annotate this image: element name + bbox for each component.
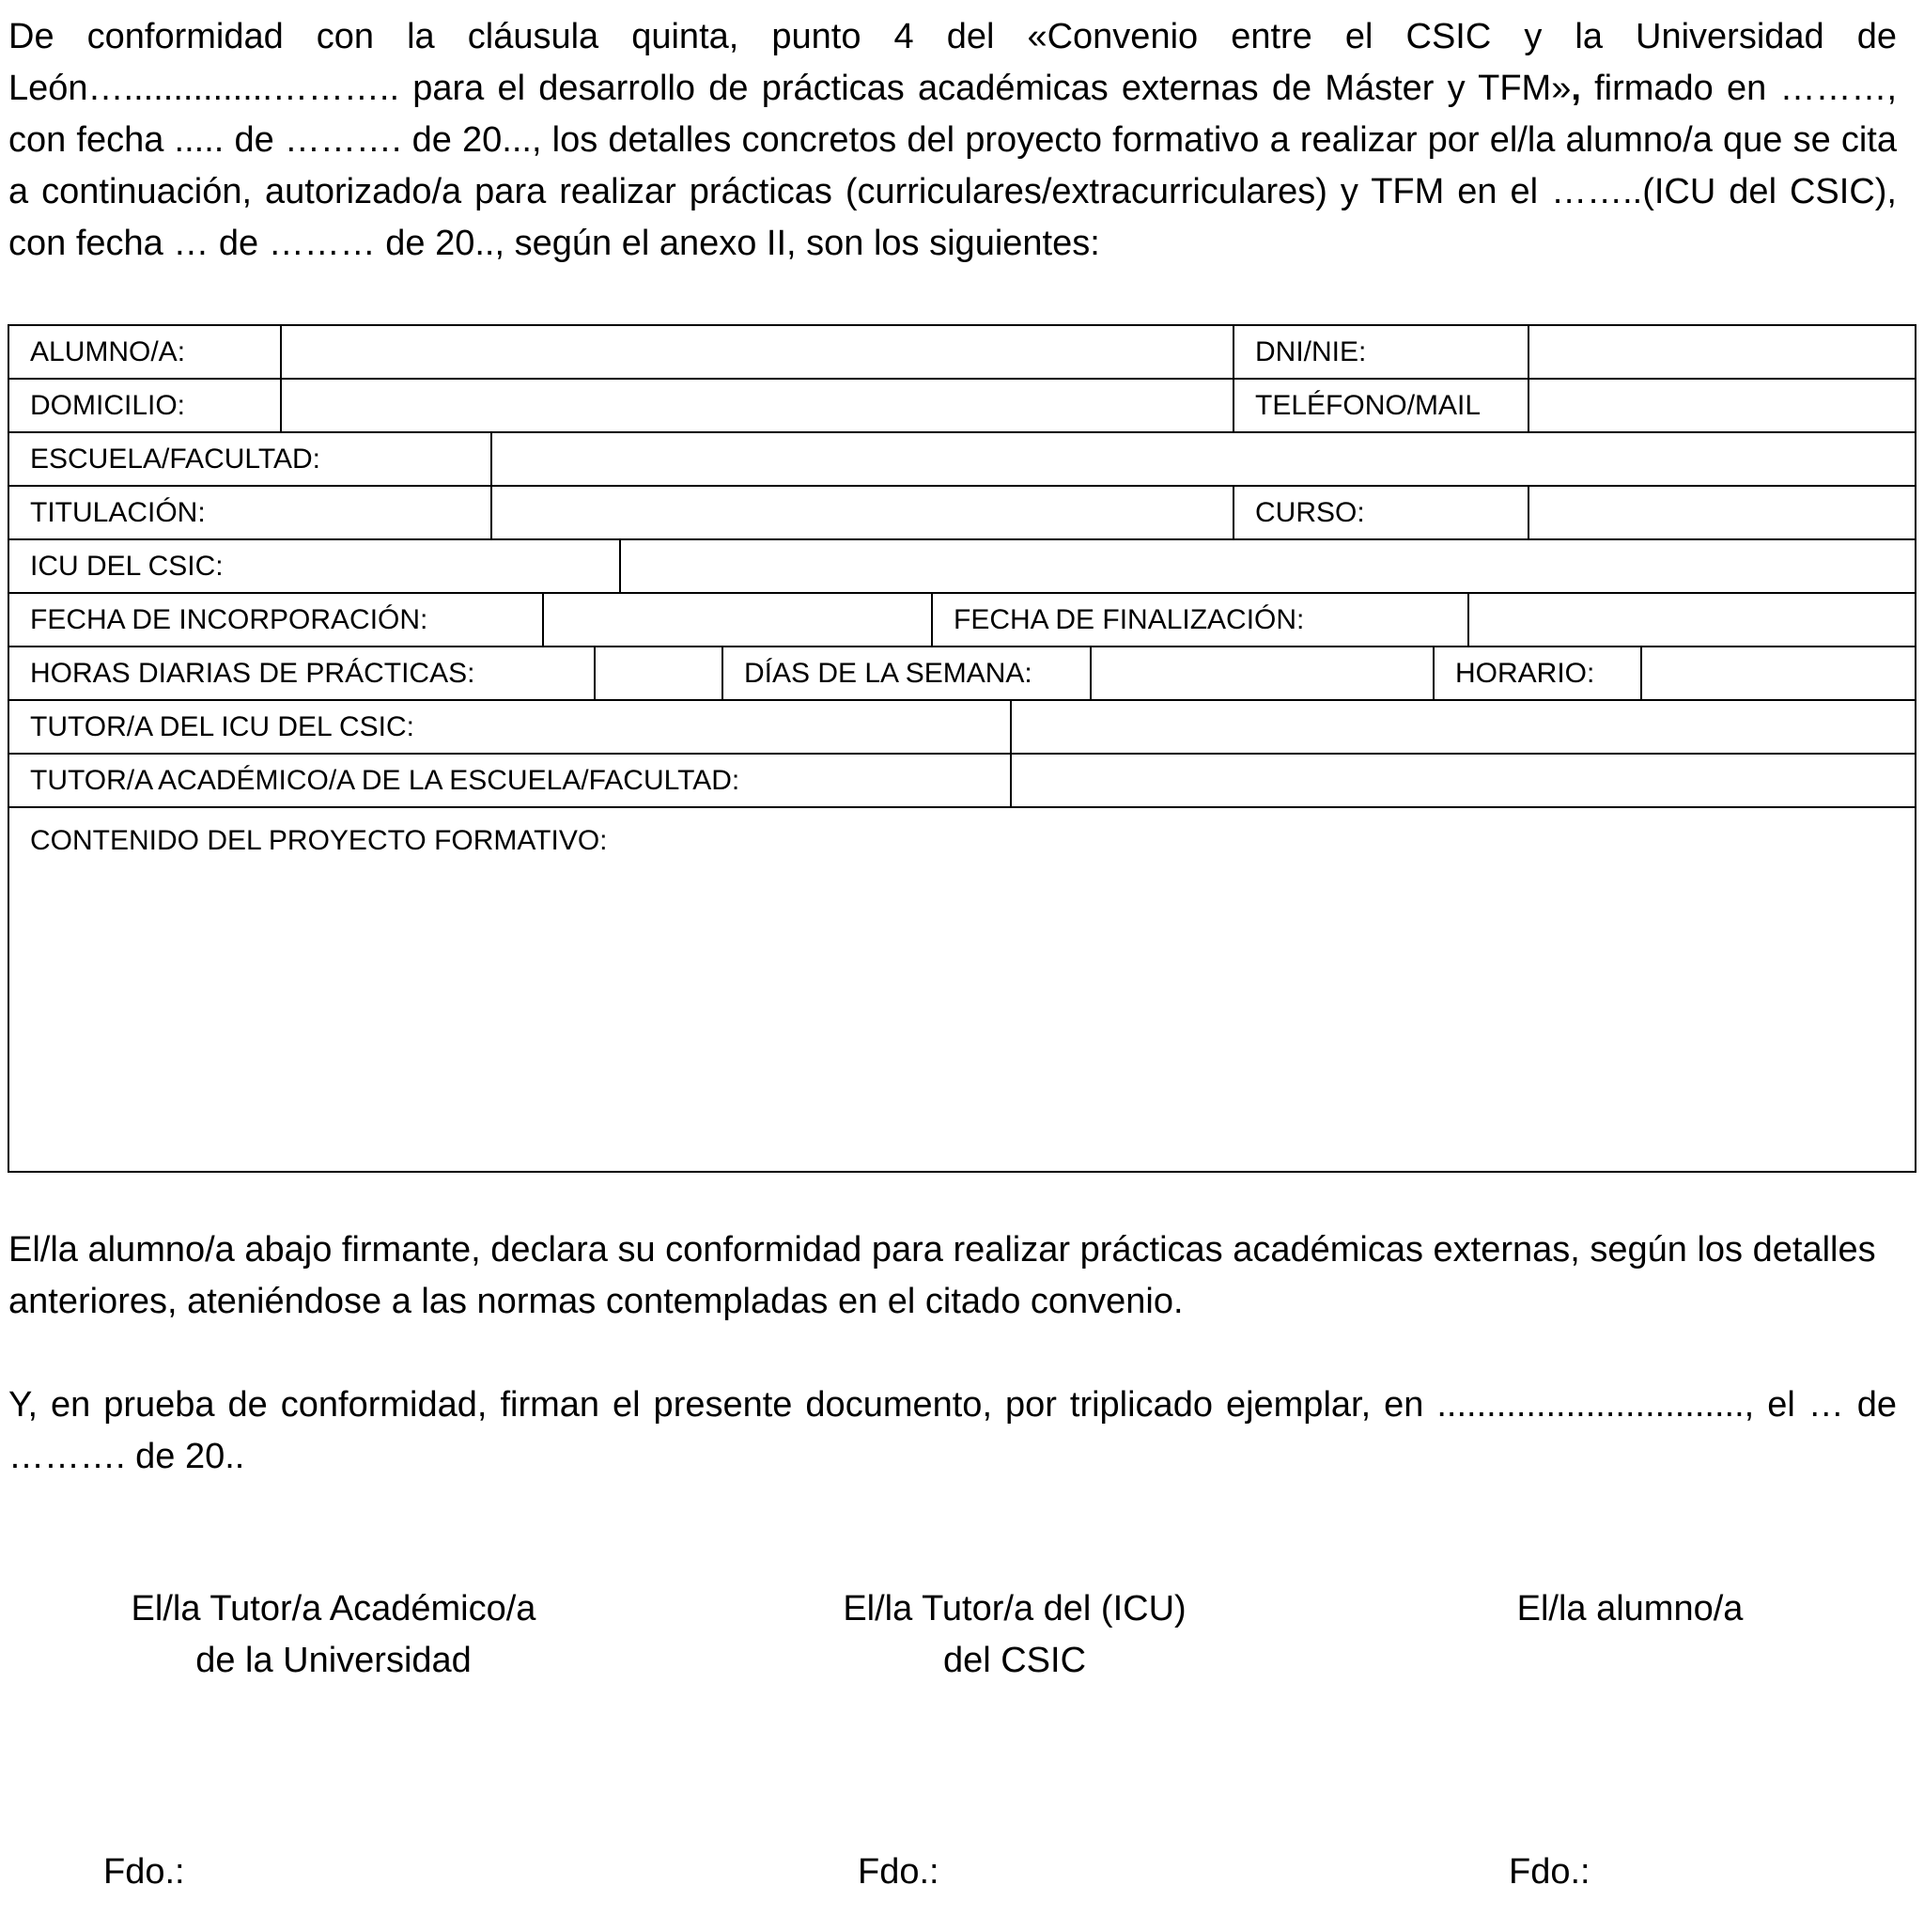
label-curso: CURSO: <box>1233 487 1528 538</box>
row-domicilio <box>8 378 1916 431</box>
label-dias-semana: DÍAS DE LA SEMANA: <box>722 647 1090 699</box>
label-alumno: ALUMNO/A: <box>30 335 186 367</box>
field-dias-semana[interactable] <box>1090 647 1433 699</box>
signature-block-student <box>1466 1583 1794 1635</box>
label-fecha-incorporacion: FECHA DE INCORPORACIÓN: <box>30 603 428 635</box>
label-contenido: CONTENIDO DEL PROYECTO FORMATIVO: <box>30 825 608 856</box>
field-dni[interactable] <box>1528 326 1915 378</box>
fdo-student: Fdo.: <box>1509 1852 1590 1892</box>
label-domicilio: DOMICILIO: <box>30 389 186 421</box>
row-icu <box>8 538 1916 592</box>
row-fechas <box>8 592 1916 646</box>
field-curso[interactable] <box>1528 487 1915 538</box>
icu-tutor-title-line-2: del CSIC <box>942 1641 1087 1680</box>
row-escuela <box>8 431 1916 485</box>
academic-tutor-title-line-1: El/la Tutor/a Académico/a <box>131 1589 536 1628</box>
field-icu[interactable] <box>619 540 1915 592</box>
academic-tutor-title-line-2: de la Universidad <box>195 1641 472 1680</box>
fdo-academic-tutor: Fdo.: <box>103 1852 185 1892</box>
student-data-form <box>8 324 1916 1173</box>
intro-part-1: De conformidad con la cláusula quinta, punto 4 del «Convenio entre el CSIC y la Universidad de León…...............……….. para el desarrollo de prácticas académicas externas de Máster y TFM» <box>8 17 1897 108</box>
student-title-line-1: El/la alumno/a <box>1516 1589 1744 1628</box>
label-telefono: TELÉFONO/MAIL <box>1233 380 1528 431</box>
field-domicilio[interactable] <box>280 380 1233 431</box>
row-tutor-academico <box>8 753 1916 806</box>
label-escuela: ESCUELA/FACULTAD: <box>30 443 320 475</box>
field-escuela[interactable] <box>490 433 1915 485</box>
label-tutor-icu: TUTOR/A DEL ICU DEL CSIC: <box>30 710 414 742</box>
label-fecha-finalizacion: FECHA DE FINALIZACIÓN: <box>931 594 1467 646</box>
row-alumno <box>8 324 1916 378</box>
field-horario[interactable] <box>1640 647 1915 699</box>
declaration-paragraph: El/la alumno/a abajo firmante, declara su conformidad para realizar prácticas académicas externas, según los detalles anteriores, ateniéndose a las normas contempladas en el citado convenio. <box>8 1230 1876 1321</box>
label-horas-diarias: HORAS DIARIAS DE PRÁCTICAS: <box>30 657 475 689</box>
field-horas-diarias[interactable] <box>594 647 722 699</box>
label-tutor-academico: TUTOR/A ACADÉMICO/A DE LA ESCUELA/FACULTAD: <box>30 764 740 796</box>
field-fecha-finalizacion[interactable] <box>1467 594 1915 646</box>
fdo-icu-tutor: Fdo.: <box>858 1852 939 1892</box>
label-icu: ICU DEL CSIC: <box>30 550 224 582</box>
label-titulacion: TITULACIÓN: <box>30 496 206 528</box>
row-contenido[interactable] <box>8 806 1916 1173</box>
label-horario: HORARIO: <box>1433 647 1640 699</box>
field-alumno[interactable] <box>280 326 1233 378</box>
field-tutor-academico[interactable] <box>1010 755 1915 806</box>
field-tutor-icu[interactable] <box>1010 701 1915 753</box>
signature-block-academic-tutor <box>70 1583 597 1687</box>
proof-paragraph: Y, en prueba de conformidad, firman el presente documento, por triplicado ejemplar, en ..............................., el … de ………. de 20.. <box>8 1385 1897 1476</box>
row-horas <box>8 646 1916 699</box>
signature-block-icu-tutor <box>780 1583 1249 1687</box>
field-fecha-incorporacion[interactable] <box>542 594 931 646</box>
row-tutor-icu <box>8 699 1916 753</box>
icu-tutor-title-line-1: El/la Tutor/a del (ICU) <box>843 1589 1187 1628</box>
intro-part-2: firmado en ………, con fecha ..... de ………. de 20..., los detalles concretos del proyecto formativo a realizar por el/la alumno/a que se cita a continuación, autorizado/a para realizar prácticas (curriculares/extracurriculares) y TFM en el ……..(ICU del CSIC), con fecha … de ……… de 20.., según el anexo II, son los siguientes: <box>8 69 1898 263</box>
field-telefono[interactable] <box>1528 380 1915 431</box>
intro-paragraph <box>8 11 1897 270</box>
label-dni: DNI/NIE: <box>1233 326 1528 378</box>
field-titulacion[interactable] <box>490 487 1233 538</box>
row-titulacion <box>8 485 1916 538</box>
intro-bold-comma: , <box>1571 69 1581 108</box>
